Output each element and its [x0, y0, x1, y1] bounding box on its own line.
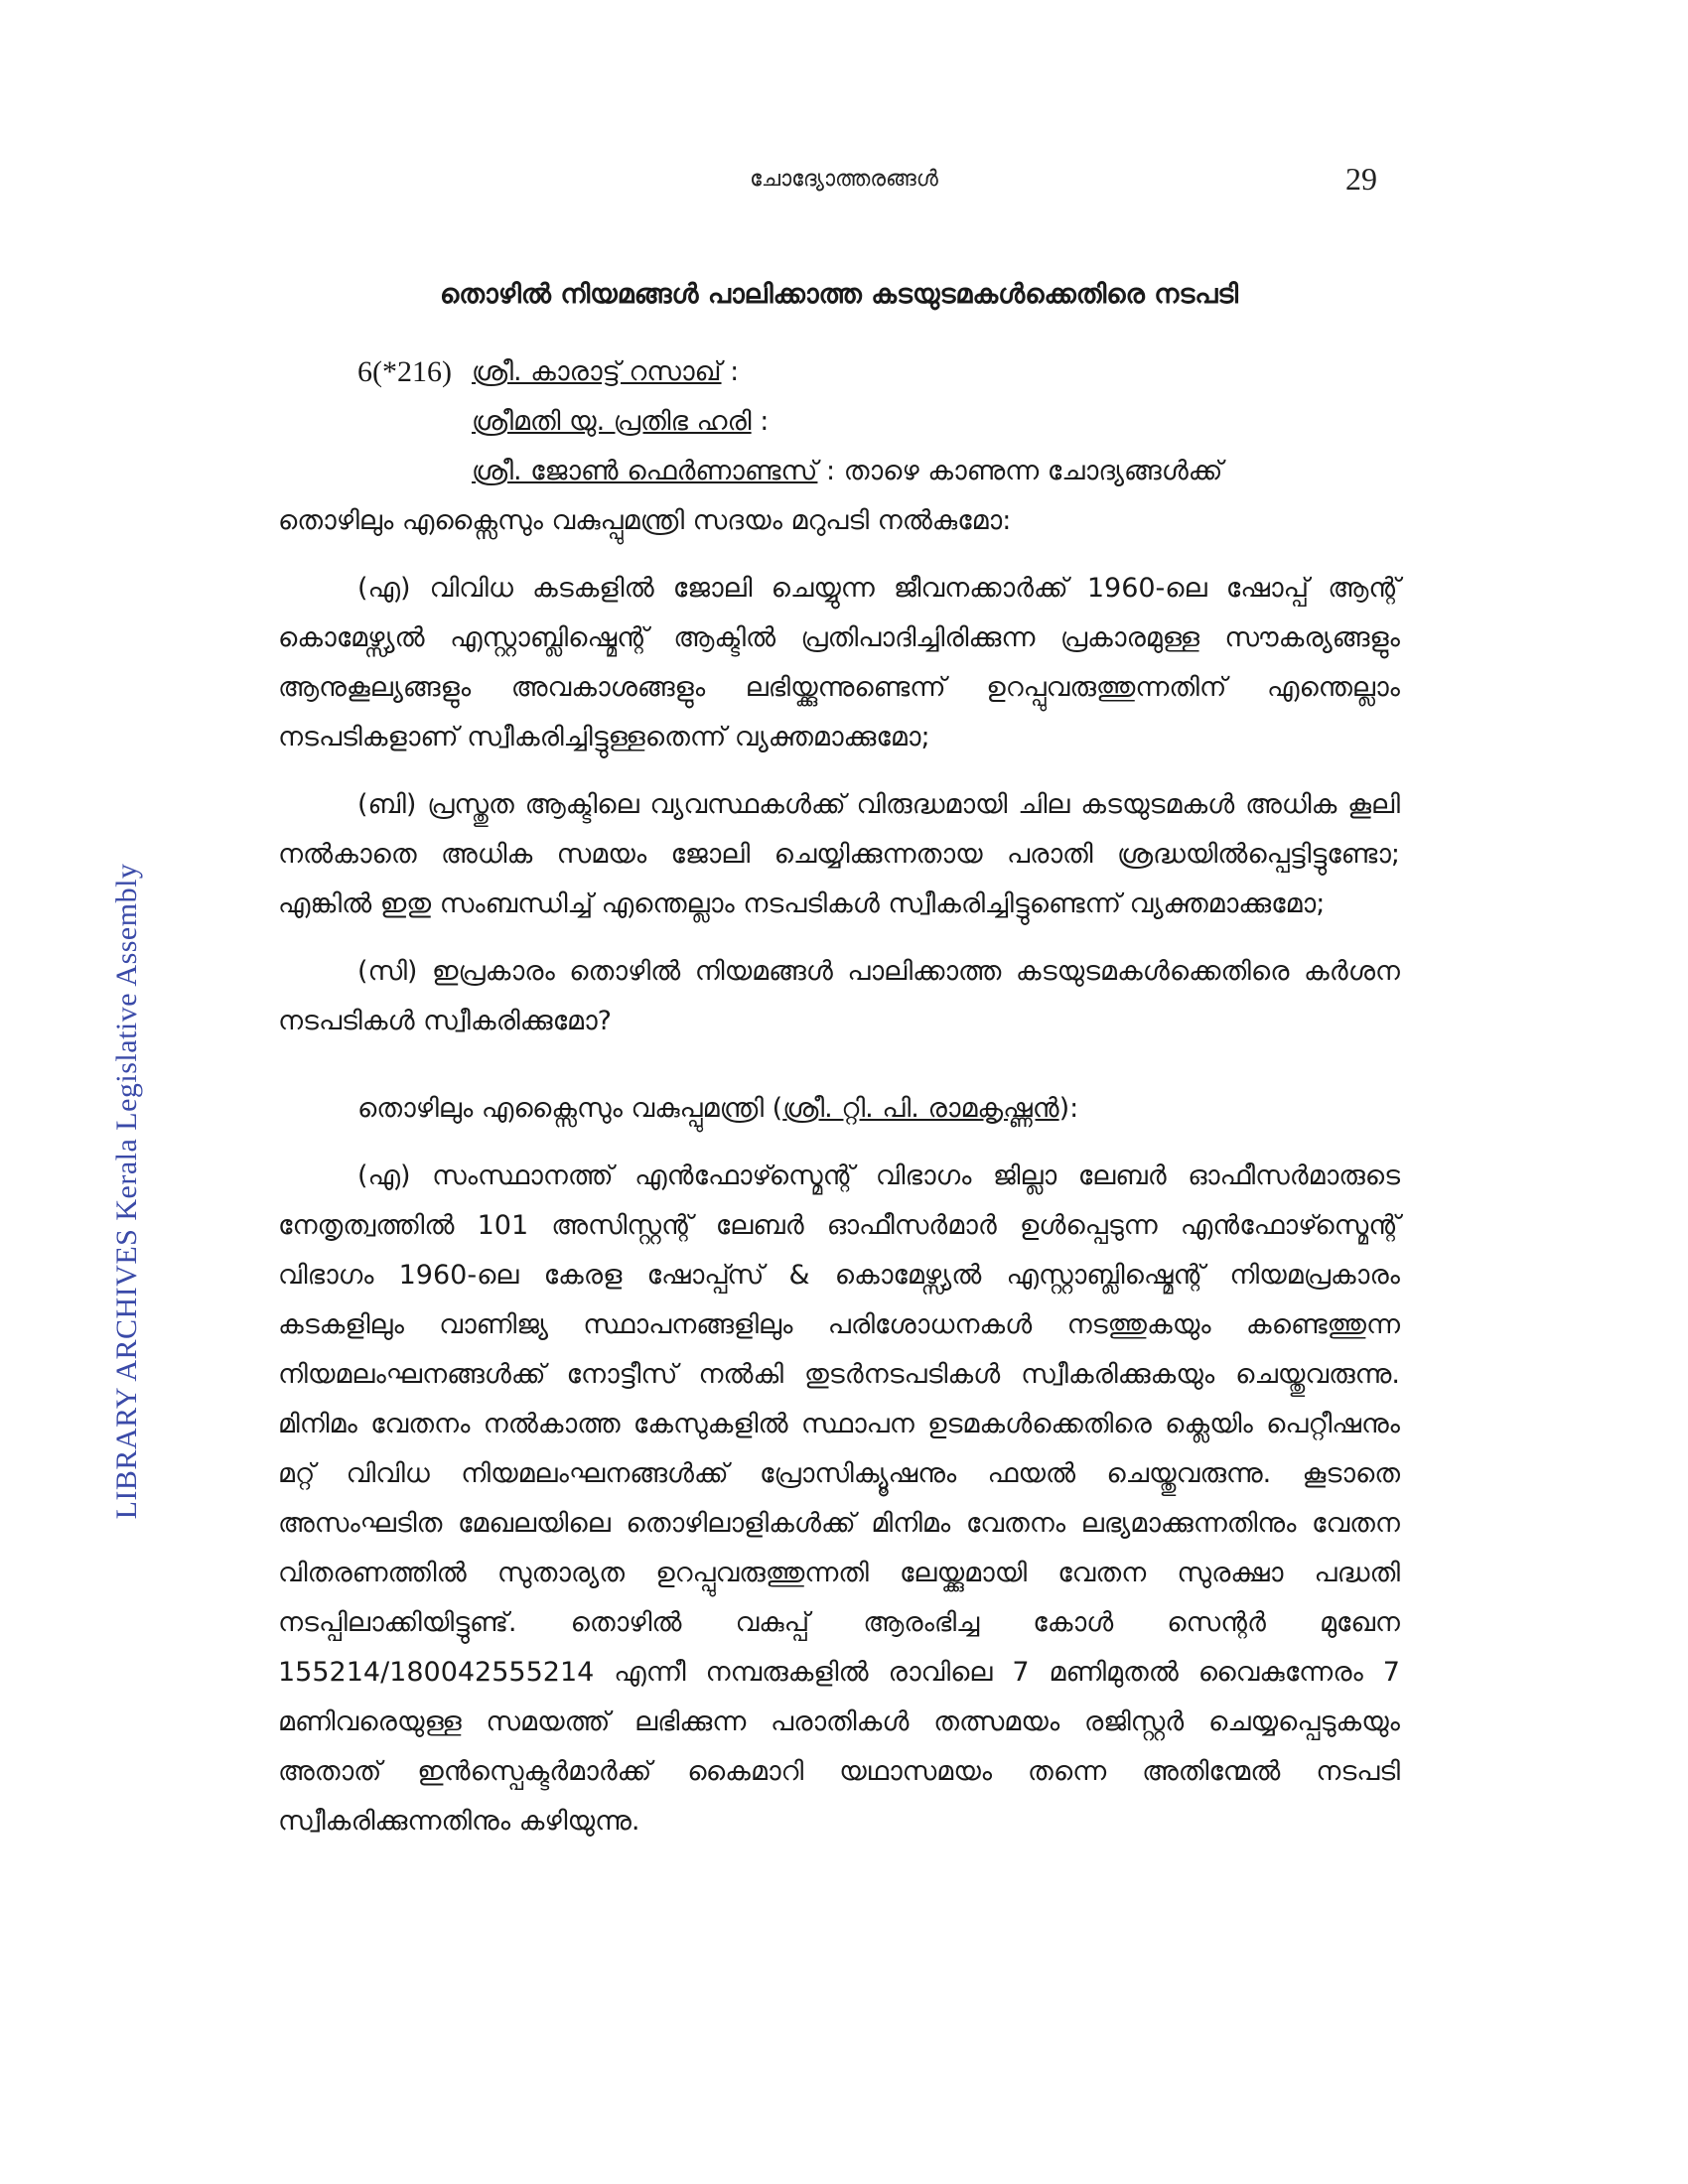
minister-name: ശ്രീ. റ്റി. പി. രാമകൃഷ്ണൻ: [782, 1093, 1059, 1124]
question-line-3: [278, 447, 1400, 496]
question-number: 6(*216): [357, 355, 452, 388]
question-part-b: (ബി) പ്രസ്തുത ആക്ടിലെ വ്യവസ്ഥകൾക്ക് വിരുദ്ധമായി ചില കടയുടമകൾ അധിക കൂലി നൽകാതെ അധിക സമയം ജോലി ചെയ്യിക്കുന്നതായ പരാതി ശ്രദ്ധയിൽപ്പെട്ടിട്ടുണ്ടോ; എങ്കിൽ ഇതു സംബന്ധിച്ച് എന്തെല്ലാം നടപടികൾ സ്വീകരിച്ചിട്ടുണ്ടെന്ന് വ്യക്തമാക്കുമോ;: [278, 789, 1400, 919]
page-number: 29: [1345, 161, 1377, 197]
minister-suffix: ):: [1058, 1093, 1079, 1124]
running-head: ചോദ്യോത്തരങ്ങൾ: [750, 167, 938, 192]
member-name: ശ്രീ. ജോൺ ഫെർണാണ്ടസ്: [472, 456, 818, 486]
page-content: [278, 270, 1400, 1846]
question-title: തൊഴിൽ നിയമങ്ങൾ പാലിക്കാത്ത കടയുടമകൾക്കെതിരെ നടപടി: [440, 279, 1238, 310]
question-block: [278, 347, 1400, 546]
member-name: ശ്രീമതി യു. പ്രതിഭ ഹരി: [472, 406, 752, 437]
member-name: ശ്രീ. കാരാട്ട് റസാഖ്: [472, 356, 722, 387]
question-part-a: (എ) വിവിധ കടകളിൽ ജോലി ചെയ്യുന്ന ജീവനക്കാർക്ക് 1960-ലെ ഷോപ്പ് ആന്റ് കൊമേഴ്സ്യൽ എസ്റ്റാബ്ലിഷ്മെന്റ് ആക്ടിൽ പ്രതിപാദിച്ചിരിക്കുന്ന പ്രകാരമുള്ള സൗകര്യങ്ങളും ആനുകൂല്യങ്ങളും അവകാശങ്ങളും ലഭിയ്ക്കുന്നുണ്ടെന്ന് ഉറപ്പുവരുത്തുന്നതിന് എന്തെല്ലാം നടപടികളാണ് സ്വീകരിച്ചിട്ടുള്ളതെന്ന് വ്യക്തമാക്കുമോ;: [278, 573, 1400, 752]
minister-prefix: തൊഴിലും എക്സൈസും വകുപ്പുമന്ത്രി (: [357, 1093, 783, 1124]
question-part-c: (സി) ഇപ്രകാരം തൊഴിൽ നിയമങ്ങൾ പാലിക്കാത്ത കടയുടമകൾക്കെതിരെ കർശന നടപടികൾ സ്വീകരിക്കുമോ?: [278, 956, 1400, 1036]
question-line-1: [278, 347, 1400, 397]
question-intro: തൊഴിലും എക്സൈസും വകുപ്പുമന്ത്രി സദയം മറുപടി നൽകുമോ:: [278, 505, 1012, 536]
member-suffix: :: [721, 356, 740, 387]
member-suffix: :: [751, 406, 770, 437]
answer-heading: [278, 1084, 1400, 1134]
archive-watermark: LIBRARY ARCHIVES Kerala Legislative Assembly: [110, 863, 143, 1520]
answer-part-a: (എ) സംസ്ഥാനത്ത് എൻഫോഴ്സ്മെന്റ് വിഭാഗം ജില്ലാ ലേബർ ഓഫീസർമാരുടെ നേതൃത്വത്തിൽ 101 അസിസ്റ്റന്റ് ലേബർ ഓഫീസർമാർ ഉൾപ്പെടുന്ന എൻഫോഴ്സ്മെന്റ് വിഭാഗം 1960-ലെ കേരള ഷോപ്പ്സ് & കൊമേഴ്സ്യൽ എസ്റ്റാബ്ലിഷ്മെന്റ് നിയമപ്രകാരം കടകളിലും വാണിജ്യ സ്ഥാപനങ്ങളിലും പരിശോധനകൾ നടത്തുകയും കണ്ടെത്തുന്ന നിയമലംഘനങ്ങൾക്ക് നോട്ടീസ് നൽകി തുടർനടപടികൾ സ്വീകരിക്കുകയും ചെയ്തുവരുന്നു. മിനിമം വേതനം നൽകാത്ത കേസുകളിൽ സ്ഥാപന ഉടമകൾക്കെതിരെ ക്ലെയിം പെറ്റീഷനും മറ്റ് വിവിധ നിയമലംഘനങ്ങൾക്ക് പ്രോസിക്യൂഷനും ഫയൽ ചെയ്തുവരുന്നു. കൂടാതെ അസംഘടിത മേഖലയിലെ തൊഴിലാളികൾക്ക് മിനിമം വേതനം ലഭ്യമാക്കുന്നതിനും വേതന വിതരണത്തിൽ സുതാര്യത ഉറപ്പുവരുത്തുന്നതി ലേയ്ക്കുമായി വേതന സുരക്ഷാ പദ്ധതി നടപ്പിലാക്കിയിട്ടുണ്ട്. തൊഴിൽ വകുപ്പ് ആരംഭിച്ച കോൾ സെന്റർ മുഖേന 155214/180042555214 എന്നീ നമ്പരുകളിൽ രാവിലെ 7 മണിമുതൽ വൈകുന്നേരം 7 മണിവരെയുള്ള സമയത്ത് ലഭിക്കുന്ന പരാതികൾ തത്സമയം രജിസ്റ്റർ ചെയ്യപ്പെടുകയും അതാത് ഇൻസ്പെക്ടർമാർക്ക് കൈമാറി യഥാസമയം തന്നെ അതിന്മേൽ നടപടി സ്വീകരിക്കുന്നതിനും കഴിയുന്നു.: [278, 1160, 1400, 1837]
member-suffix: : താഴെ കാണുന്ന ചോദ്യങ്ങൾക്ക്: [817, 456, 1223, 486]
question-line-2: [278, 397, 1400, 447]
